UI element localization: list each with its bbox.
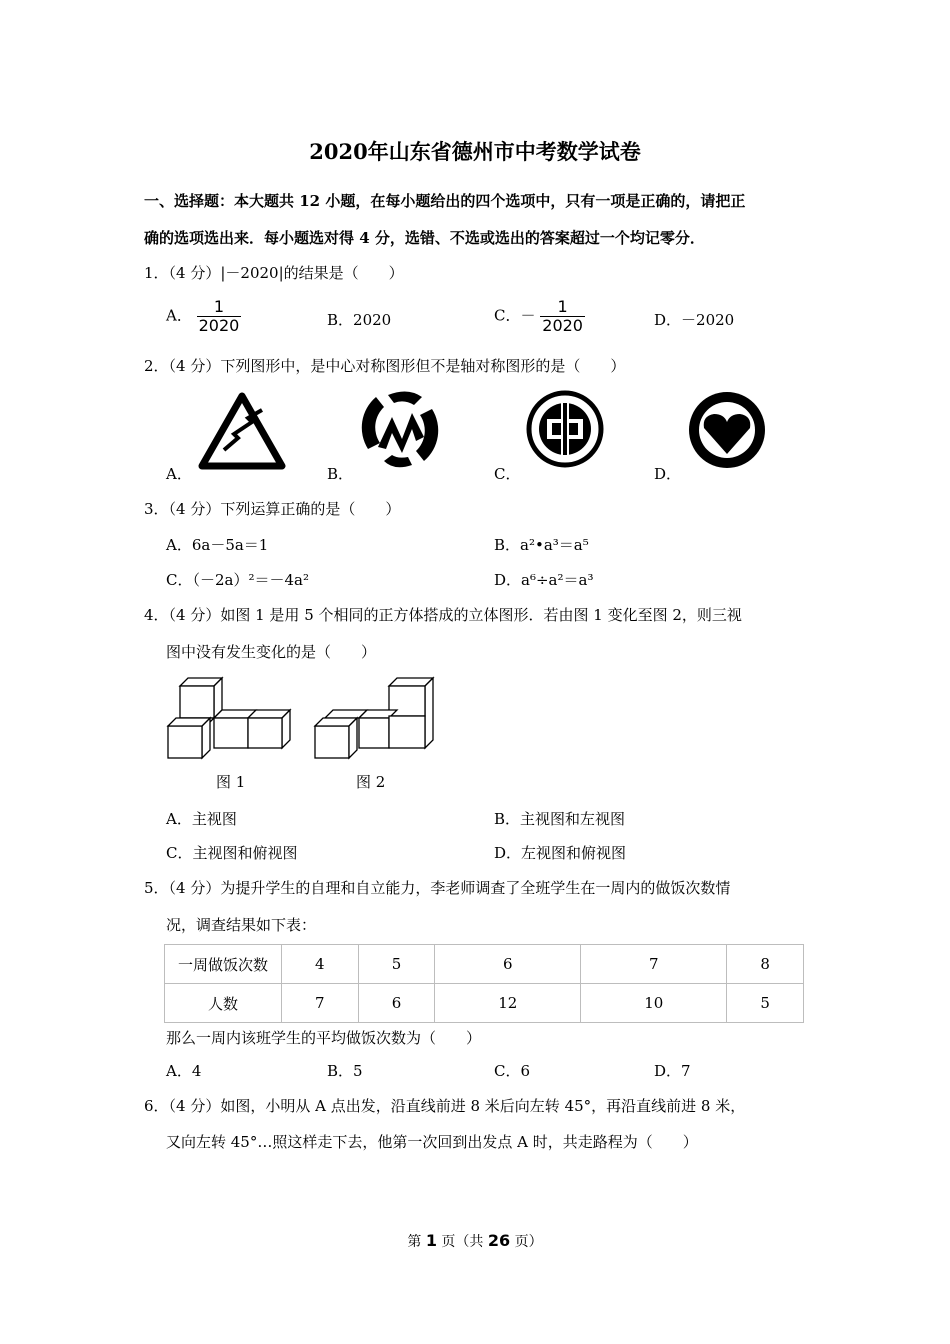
section-instructions-line2: 确的选项选出来．每小题选对得 4 分，选错、不选或选出的答案超过一个均记零分． — [144, 229, 705, 247]
page-title: 2020年山东省德州市中考数学试卷 — [309, 139, 641, 164]
question-5-option-b: B．5 — [327, 1062, 363, 1080]
fraction: $\frac{1}{2020}$ — [198, 297, 240, 335]
table-cell: 7 — [581, 945, 727, 984]
table-header-cell: 人数 — [165, 984, 282, 1023]
figure-2-cubes — [313, 674, 439, 760]
table-cell: 7 — [282, 984, 359, 1023]
question-5-option-c: C．6 — [494, 1062, 531, 1080]
swirl-logo-figure — [358, 387, 442, 471]
question-5-line1: 5．（4 分）为提升学生的自理和自立能力，李老师调查了全班学生在一周内的做饭次数情 — [144, 879, 731, 897]
question-4-option-a: A．主视图 — [166, 810, 237, 828]
heart-circle-figure — [686, 390, 768, 470]
question-4-line1: 4．（4 分）如图 1 是用 5 个相同的正方体搭成的立体图形．若由图 1 变化至图 2，则三视 — [144, 606, 742, 624]
table-cell: 12 — [435, 984, 581, 1023]
question-4-option-d: D．左视图和俯视图 — [494, 844, 627, 862]
table-header-cell: 一周做饭次数 — [165, 945, 282, 984]
fraction: $\frac{1}{2020}$ — [542, 297, 583, 335]
question-5-line2: 况，调查结果如下表： — [166, 916, 317, 934]
table-row — [165, 945, 804, 984]
table-cell: 6 — [358, 984, 435, 1023]
question-3-option-d: D．a⁶÷a²＝a³ — [494, 571, 594, 589]
question-3-stem: 3．（4 分）下列运算正确的是（ ） — [144, 500, 401, 518]
table-cell: 6 — [435, 945, 581, 984]
question-5-after-text: 那么一周内该班学生的平均做饭次数为（ ） — [166, 1029, 482, 1047]
question-1-option-c: C．－ $\frac{1}{2020}$ — [494, 297, 583, 335]
question-2-option-c: C． — [494, 465, 521, 483]
figure-1-cubes — [166, 674, 292, 760]
question-4-option-b: B．主视图和左视图 — [494, 810, 626, 828]
table-cell: 5 — [727, 984, 804, 1023]
table-cell: 8 — [727, 945, 804, 984]
question-5-option-d: D．7 — [654, 1062, 691, 1080]
question-4-line2: 图中没有发生变化的是（ ） — [166, 643, 377, 661]
table-cell: 10 — [581, 984, 727, 1023]
page-number: 1 — [425, 1231, 437, 1250]
question-3-option-a: A．6a－5a＝1 — [166, 536, 269, 554]
question-1-option-d: D．－2020 — [654, 311, 735, 329]
question-6-line2: 又向左转 45°…照这样走下去，他第一次回到出发点 A 时，共走路程为（ ） — [166, 1133, 698, 1151]
question-1-stem: 1．（4 分）|－2020|的结果是（ ） — [144, 264, 404, 282]
question-3-option-c: C．（－2a）²＝－4a² — [166, 571, 309, 589]
table-row — [165, 984, 804, 1023]
figure-2-caption: 图 2 — [356, 773, 386, 791]
section-instructions-line1: 一、选择题：本大题共 12 小题，在每小题给出的四个选项中，只有一项是正确的，请把正 — [144, 192, 746, 210]
question-1-option-a: A． $\frac{1}{2020}$ — [166, 297, 240, 335]
question-2-option-b: B． — [327, 465, 354, 483]
page-total: 26 — [487, 1231, 511, 1250]
question-1-option-b: B．2020 — [327, 311, 392, 329]
warning-triangle-figure — [198, 392, 286, 470]
cooking-frequency-table — [164, 944, 804, 1023]
table-cell: 5 — [358, 945, 435, 984]
question-4-option-c: C．主视图和俯视图 — [166, 844, 298, 862]
table-cell: 4 — [282, 945, 359, 984]
figure-1-caption: 图 1 — [216, 773, 246, 791]
circle-emblem-figure — [526, 390, 604, 468]
question-2-option-d: D． — [654, 465, 682, 483]
question-2-stem: 2．（4 分）下列图形中，是中心对称图形但不是轴对称图形的是（ ） — [144, 357, 626, 375]
page-footer: 第 1 页（共 26 页） — [407, 1231, 543, 1250]
question-2-option-a: A． — [166, 465, 192, 483]
question-3-option-b: B．a²•a³＝a⁵ — [494, 536, 589, 554]
question-6-line1: 6．（4 分）如图，小明从 A 点出发，沿直线前进 8 米后向左转 45°，再沿直线前进 8 米， — [144, 1097, 746, 1115]
question-5-option-a: A．4 — [166, 1062, 202, 1080]
